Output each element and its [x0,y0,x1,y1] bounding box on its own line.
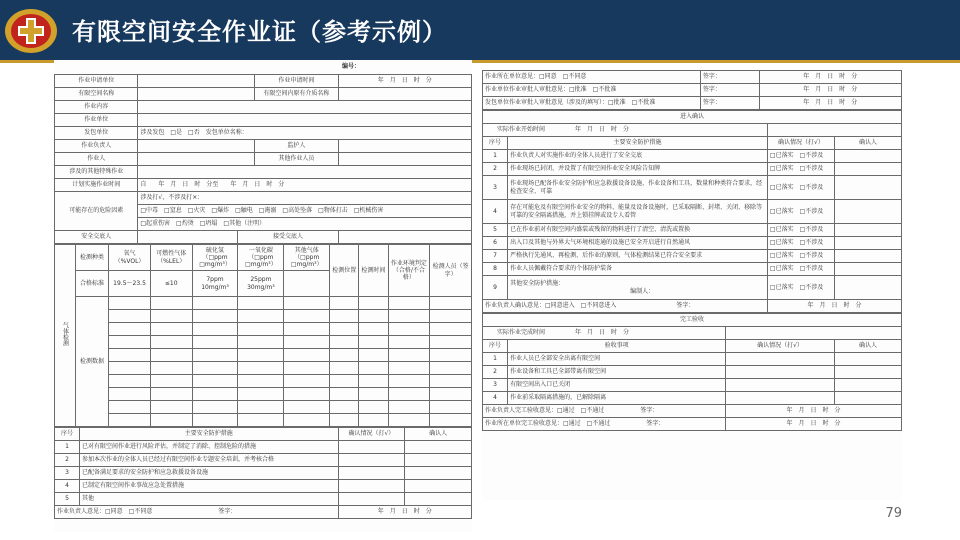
gas-std-h2s: 7ppm 10mg/m³ [192,271,238,297]
contract-options: 涉及发包 □是 □否 发包单位名称： [138,127,472,140]
gas-other-head: 其他气体（□ppm □mg/m³） [284,245,330,271]
space-medium-label: 有限空间内原有介质名称 [255,88,338,101]
permit-form-page-2 [482,70,902,500]
start-time-label: 实际作业开始时间 年 月 日 时 分 [483,124,768,137]
table-row: 5 已在作业前对有限空间内盛装或残留的物料进行了清空、清洗或置换 □已落实 □不涉及 [483,224,902,237]
gas-position-head: 检测位置 [330,245,359,297]
receive-label: 接受交底人 [238,231,338,244]
space-medium-value [338,88,471,101]
apply-unit-label: 作业申请单位 [55,75,138,88]
table-row: 2 作业设备和工具已全部带离有限空间 [483,366,902,379]
table-row: 2 作业现场已封闭，并设置了有限空间作业安全风险告知牌 □已落实 □不涉及 [483,163,902,176]
gas-detection-table [54,244,472,427]
gas-data-label: 检测数据 [75,297,108,427]
table-row: 5 其他 [55,493,472,506]
table-row: 8 作业人员佩戴符合要求的个体防护装备 □已落实 □不涉及 [483,263,902,276]
finish-acceptance-title: 完工验收 [483,314,902,327]
page-number: 79 [885,506,902,521]
worker-label: 作业人 [55,153,138,166]
table-row: 4 已制定有限空间作业事故应急处置措施 [55,480,472,493]
measures-status-head: 确认情况（打√） [338,428,405,441]
work-unit-label: 作业单位 [55,114,138,127]
end-time-label: 实际作业完成时间 年 月 日 时 分 [483,327,726,340]
gas-std-o2: 19.5～23.5 [109,271,151,297]
hazard-instruction: 涉及打√，不涉及打×： [138,192,472,205]
table-row: 3 已配备满足要求的安全防护和应急救援设备设施 [55,467,472,480]
approval-table: 作业所在单位意见：□同意 □不同意 签字： 年 月 日 时 分 作业单位作业审批人审批意见：□批准 □不批准 签字： 年 月 日 时 分 发包单位作业审批人审批意见（涉及的填写）：□批准 □不批准 签字： 年 月 日 时 分 [482,70,902,110]
work-leader-label: 作业负责人 [55,140,138,153]
plan-time-value: 自 年 月 日 时 分至 年 月 日 时 分 [138,179,472,192]
permit-basic-info-table [54,74,472,244]
safety-measures-table [54,427,472,519]
gas-h2s-head: 硫化氢（□ppm □mg/m³） [192,245,238,271]
gas-std-lel: ≤10 [150,271,192,297]
leader-sign-date: 年 月 日 时 分 [338,506,471,519]
hazard-options-2: □起重伤害 □灼烫 □坍塌 □其他（注明） [138,218,472,231]
gas-item-label: 检测种类 [75,245,108,271]
space-name-value [138,88,255,101]
finish-acceptance-table: 完工验收 实际作业完成时间 年 月 日 时 分 序号 验收事项 确认情况（打√） 确认人 1 作业人员已全部安全出离有限空间 2 作业设备和工具已全部带离有限空间 3 有限空间出入口已关闭 4 作业前采取隔离措施的，已解除隔离 作业负责人完工验收意见：□通过 □不通过 签字： 年 月 日 时 分 作业所在单位完工验收意见：□通过 □不通过 签字： 年 月 日 时 分 [482,313,902,431]
table-row: 7 严格执行先通风、再检测、后作业的原则，气体检测结果已符合安全要求 □已落实 □不涉及 [483,250,902,263]
leader-entry-confirm: 作业负责人确认意见：□同意进入 □不同意进入 [485,302,617,310]
table-row: 3 作业现场已配备作业安全防护和应急救援设备设施、作业设备和工具，数量和种类符合要求，经检查安全、可靠 □已落实 □不涉及 [483,176,902,200]
serial-number-label: 编号： [341,63,360,70]
entry-confirm-title: 进入确认 [483,111,902,124]
other-special-work-label: 涉及的其他特殊作业 [55,166,138,179]
contract-unit-approval: 发包单位作业审批人审批意见（涉及的填写）：□批准 □不批准 [483,97,701,110]
apply-unit-value [138,75,255,88]
table-row: 2 参加本次作业的全体人员已经过有限空间作业专题安全培训，并考核合格 [55,454,472,467]
plan-time-label: 计划实施作业时间 [55,179,138,192]
gas-signer-head: 检测人员（签字） [430,245,472,297]
space-name-label: 有限空间名称 [55,88,138,101]
emergency-management-emblem-icon [4,6,58,56]
measures-no-head: 序号 [55,428,80,441]
table-row: 1 作业负责人对实施作业的全体人员进行了安全交底 □已落实 □不涉及 [483,150,902,163]
contract-unit-label: 发包单位 [55,127,138,140]
leader-opinion: 作业负责人意见：□同意 □不同意 [57,508,153,516]
entry-confirm-table: 进入确认 实际作业开始时间 年 月 日 时 分 序号 主要安全防护措施 确认情况（打√） 确认人 1 作业负责人对实施作业的全体人员进行了安全交底 □已落实 □不涉及 2 作业现场已封闭，并设置了有限空间作业安全风险告知牌 □已落实 □不涉及 3 作业现场已配备作业安全防护和应急救援设备设施、作业设备和工具，数量和种类符合要求，经检查安全、可靠 □已落实 □不涉及 4 存在可能危及有限空间作业安全的物料、能量及设备设施时，已采取隔断、封堵、关闭、移除等可靠的安全隔离措施，并上锁挂牌或设专人看管 □已落实 □不涉及 5 已在作业前对有限空间内盛装或残留的物料进行了清空、清洗或置换 □已落实 □不涉及 6 出入口及其他与外界大气环境相连通的设施已安全开启进行自然通风 □已落实 □不涉及 7 严格执行先通风、再检测、后作业的原则，气体检测结果已符合安全要求 □已落实 □不涉及 8 作业人员佩戴符合要求的个体防护装备 □已落实 □不涉及 9 其他安全防护措施： 编制人： □已落实 □不涉及 作业负责人确认意见：□同意进入 □不同意进入 签字： 年 月 日 时 分 [482,110,902,313]
gas-co-head: 一氧化碳（□ppm □mg/m³） [238,245,284,271]
table-row: 6 出入口及其他与外界大气环境相连通的设施已安全开启进行自然通风 □已落实 □不涉及 [483,237,902,250]
unit-opinion: 作业所在单位意见：□同意 □不同意 [483,71,701,84]
measures-confirm-head: 确认人 [405,428,472,441]
page-title: 有限空间安全作业证（参考示例） [72,18,447,46]
table-row: 4 存在可能危及有限空间作业安全的物料、能量及设备设施时，已采取隔断、封堵、关闭、移除等可靠的安全隔离措施，并上锁挂牌或设专人看管 □已落实 □不涉及 [483,200,902,224]
work-unit-approval: 作业单位作业审批人审批意见：□批准 □不批准 [483,84,701,97]
measures-item-head: 主要安全防护措施 [80,428,339,441]
gas-o2-head: 氧气（%VOL） [109,245,151,271]
gas-env-head: 作业环境判定（合格/不合格） [388,245,430,297]
gas-standard-label: 合格标准 [75,271,108,297]
disclose-label: 安全交底人 [55,231,138,244]
table-row: 4 作业前采取隔离措施的，已解除隔离 [483,392,902,405]
gas-std-co: 25ppm 30mg/m³ [238,271,284,297]
table-row: 9 其他安全防护措施： 编制人： □已落实 □不涉及 [483,276,902,300]
table-row: 3 有限空间出入口已关闭 [483,379,902,392]
gas-time-head: 检测时间 [359,245,388,297]
gas-lel-head: 可燃性气体（%LEL） [150,245,192,271]
unit-finish-opinion: 作业所在单位完工验收意见：□通过 □不通过 [485,420,611,428]
hazard-label: 可能存在的危险因素 [55,192,138,231]
permit-form-page-1 [54,60,472,532]
guardian-label: 监护人 [255,140,338,153]
table-row: 1 已对有限空间作业进行风险评估，并制定了消除、控制危险的措施 [55,441,472,454]
gas-detection-section-label: 气体检测 [61,322,69,347]
leader-sign-label: 签字： [218,508,237,516]
hazard-options-1: □中毒 □窒息 □火灾 □爆炸 □触电 □淹溺 □高处坠落 □物体打击 □机械伤害 [138,205,472,218]
apply-time-label: 作业申请时间 [255,75,338,88]
apply-time-value: 年 月 日 时 分 [338,75,471,88]
other-worker-label: 其他作业人员 [255,153,338,166]
work-content-label: 作业内容 [55,101,138,114]
leader-finish-opinion: 作业负责人完工验收意见：□通过 □不通过 [485,407,605,415]
table-row: 1 作业人员已全部安全出离有限空间 [483,353,902,366]
